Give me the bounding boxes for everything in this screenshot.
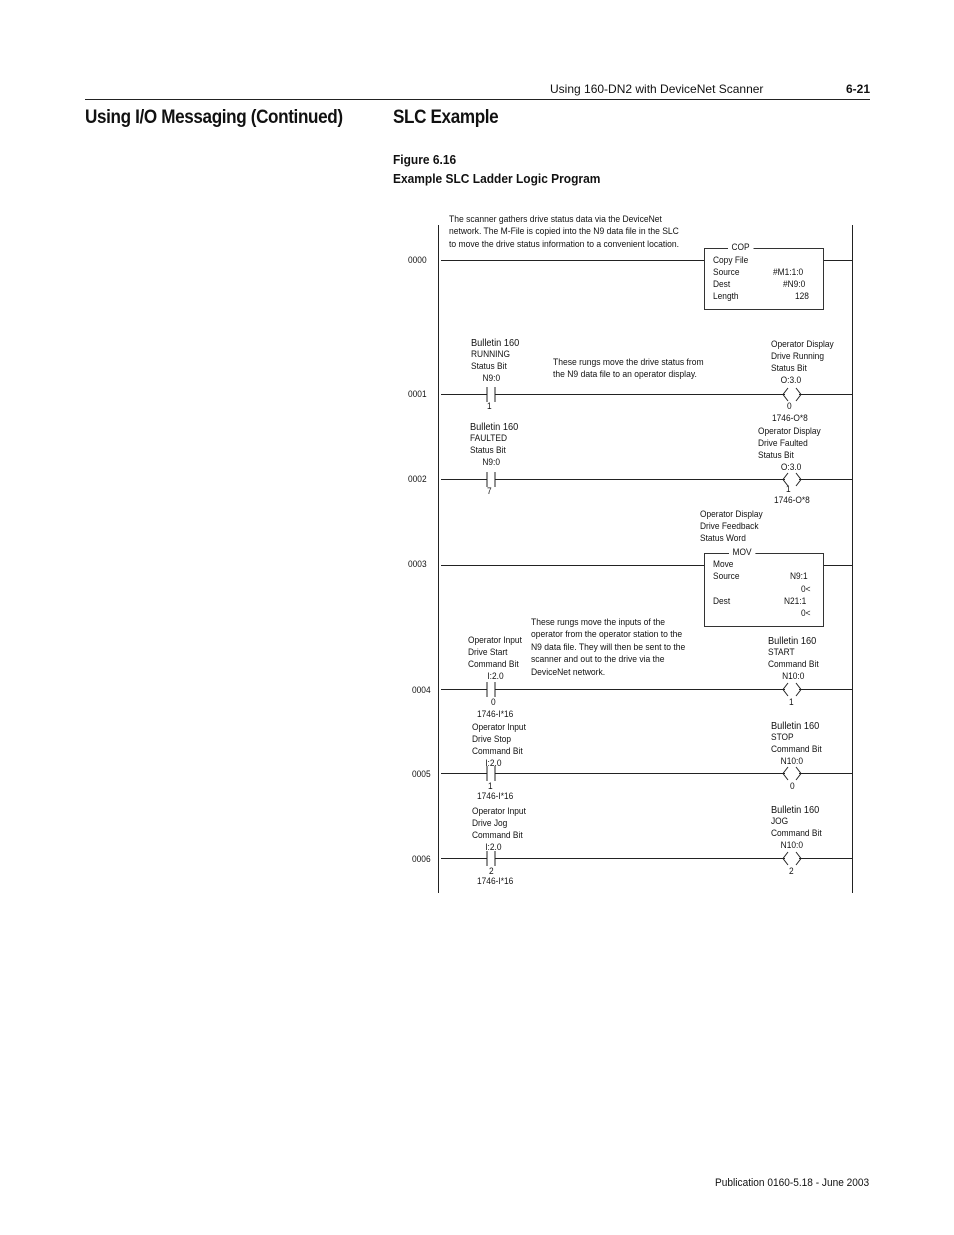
- mov-source-value: N9:1: [790, 571, 808, 582]
- rung-number: 0000: [408, 255, 427, 266]
- r5-output-bit: 0: [790, 781, 795, 792]
- cop-dest-value: #N9:0: [783, 279, 806, 290]
- header-rule: [85, 99, 870, 100]
- coil-symbol: [780, 681, 804, 698]
- r5-input-module: 1746-I*16: [477, 791, 514, 802]
- cop-length-label: Length: [713, 291, 739, 302]
- rung-number: 0002: [408, 474, 427, 485]
- rung-line: [441, 260, 704, 261]
- r5-input-bit: 1: [488, 781, 493, 792]
- r2-output-bit: 1: [786, 484, 791, 495]
- mov-title: MOV: [729, 547, 755, 559]
- r2-input-label: Bulletin 160 FAULTED Status Bit N9:0: [470, 421, 519, 468]
- mov-dest-label: Dest: [713, 596, 731, 607]
- r6-input-label: Operator Input Drive Jog Command Bit I:2.0: [472, 806, 526, 853]
- cop-length-value: 128: [795, 291, 809, 302]
- r6-output-label: Bulletin 160 JOG Command Bit N10:0: [771, 804, 822, 851]
- mov-dest-value: N21:1: [784, 596, 807, 607]
- mov-name: Move: [713, 559, 734, 570]
- right-power-rail: [852, 225, 853, 893]
- r5-output-label: Bulletin 160 STOP Command Bit N10:0: [771, 720, 822, 767]
- subsection-title: SLC Example: [393, 107, 499, 128]
- section-title: Using I/O Messaging (Continued): [85, 107, 343, 128]
- rung-line: [441, 565, 704, 566]
- r1-output-bit: 0: [787, 401, 792, 412]
- rung-line: [823, 565, 852, 566]
- r6-input-module: 1746-I*16: [477, 876, 514, 887]
- rung-number: 0006: [412, 854, 431, 865]
- r1-output-label: Operator Display Drive Running Status Bit O:3.0: [771, 339, 834, 386]
- mov-source-live: 0<: [801, 584, 811, 595]
- figure-number: Figure 6.16: [393, 152, 457, 167]
- cop-source-value: #M1:1:0: [773, 267, 804, 278]
- rung-number: 0001: [408, 389, 427, 400]
- r1-input-label: Bulletin 160 RUNNING Status Bit N9:0: [471, 337, 520, 384]
- r4-input-module: 1746-I*16: [477, 709, 514, 720]
- r5-input-label: Operator Input Drive Stop Command Bit I:2.0: [472, 722, 526, 769]
- left-power-rail: [438, 225, 439, 893]
- rung-number: 0004: [412, 685, 431, 696]
- note-scanner: The scanner gathers drive status data via the DeviceNet network. The M-File is copied into the N9 data file in the SLC to move the drive status information to a convenient location.: [449, 214, 680, 250]
- contact-symbol: [478, 681, 504, 698]
- r1-input-bit: 1: [487, 401, 492, 412]
- r1-output-module: 1746-O*8: [772, 413, 808, 424]
- cop-source-label: Source: [713, 267, 740, 278]
- cop-dest-label: Dest: [713, 279, 731, 290]
- rung-number: 0005: [412, 769, 431, 780]
- coil-symbol: [780, 386, 804, 403]
- page-number: 6-21: [846, 82, 871, 96]
- note-status-rungs: These rungs move the drive status from the N9 data file to an operator display.: [553, 357, 704, 381]
- r3-mov-description: Operator Display Drive Feedback Status Word: [700, 509, 763, 544]
- publication-footer: Publication 0160-5.18 - June 2003: [715, 1177, 870, 1189]
- r2-output-label: Operator Display Drive Faulted Status Bit O:3.0: [758, 426, 821, 473]
- cop-name: Copy File: [713, 255, 749, 266]
- rung-number: 0003: [408, 559, 427, 570]
- cop-title: COP: [728, 242, 753, 254]
- mov-dest-live: 0<: [801, 608, 811, 619]
- rung-line: [823, 260, 852, 261]
- r6-output-bit: 2: [789, 866, 794, 877]
- running-header-title: Using 160-DN2 with DeviceNet Scanner: [550, 82, 764, 96]
- r4-input-bit: 0: [491, 697, 496, 708]
- mov-source-label: Source: [713, 571, 740, 582]
- r4-output-bit: 1: [789, 697, 794, 708]
- r6-input-bit: 2: [489, 866, 494, 877]
- r4-output-label: Bulletin 160 START Command Bit N10:0: [768, 635, 819, 682]
- r2-output-module: 1746-O*8: [774, 495, 810, 506]
- note-input-rungs: These rungs move the inputs of the operator from the operator station to the N9 data file. They will then be sent to the scanner and out to the drive via the DeviceNet network.: [531, 617, 686, 678]
- coil-symbol: [780, 850, 804, 867]
- figure-caption: Example SLC Ladder Logic Program: [393, 171, 601, 186]
- r4-input-label: Operator Input Drive Start Command Bit I:2.0: [468, 635, 522, 682]
- r2-input-bit: 7: [487, 486, 492, 497]
